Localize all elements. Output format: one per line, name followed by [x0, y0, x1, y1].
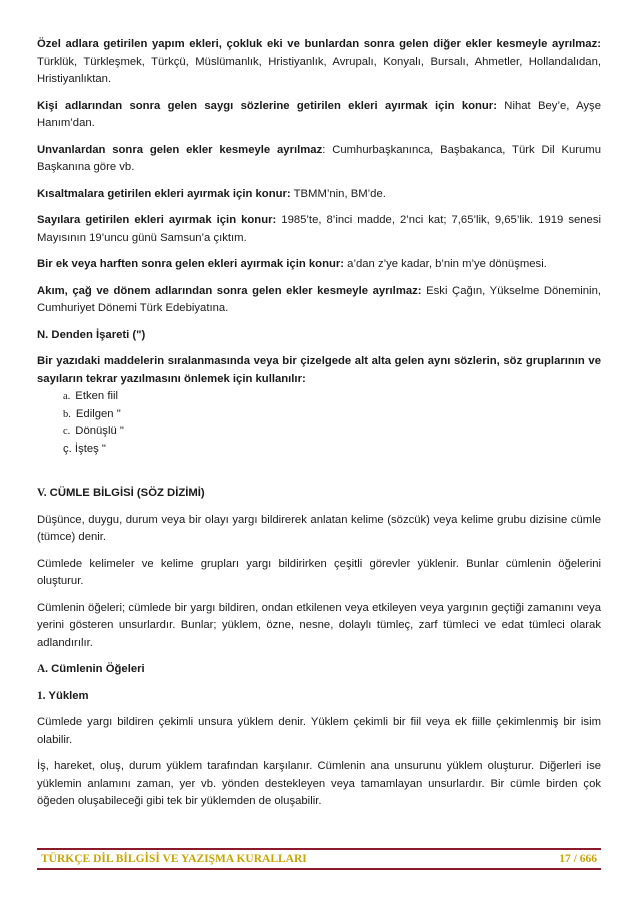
- list-item: [63, 423, 601, 441]
- heading-number: V.: [37, 487, 47, 499]
- footer-title: TÜRKÇE DİL BİLGİSİ VE YAZIŞMA KURALLARI: [41, 853, 307, 865]
- paragraph: [37, 186, 601, 204]
- page-footer: [37, 848, 601, 870]
- rule-text: Sayılara getirilen ekleri ayırmak için konur:: [37, 214, 277, 226]
- paragraph: [37, 212, 601, 247]
- list-item-text: Dönüşlü ": [75, 425, 124, 437]
- list-item-text: Edilgen ": [75, 407, 121, 420]
- example-text: a’dan z’ye kadar, b’nin m’ye dönüşmesi.: [344, 258, 547, 270]
- paragraph: [37, 283, 601, 318]
- example-text: : Cumhurbaşkanınca, Başbakanca, Türk Dil Kurumu Başkanına göre vb.: [37, 143, 601, 173]
- example-text: 1985’te, 8’inci madde, 2’nci kat; 7,65’lik, 9,65’lik. 1919 senesi Mayısının 19’uncu günü Samsun’a çıktım.: [37, 214, 601, 244]
- list-marker: c.: [63, 426, 71, 437]
- paragraph: [37, 36, 601, 89]
- heading-text: CÜMLE BİLGİSİ (SÖZ DİZİMİ): [46, 487, 205, 499]
- rule-text: Kişi adlarından sonra gelen saygı sözlerine getirilen ekleri ayırmak için konur:: [37, 99, 497, 112]
- section-heading-ogeler: [37, 661, 601, 679]
- spacer: [37, 467, 601, 485]
- example-text: Eski Çağın, Yükselme Döneminin, Cumhuriyet Dönemi Türk Edebiyatına.: [37, 284, 601, 314]
- rule-text: Bir ek veya harften sonra gelen ekleri ayırmak için konur:: [37, 258, 345, 270]
- document-page: [37, 36, 601, 820]
- paragraph: [37, 98, 601, 133]
- example-text: Nihat Bey’e, Ayşe Hanım’dan.: [37, 99, 601, 129]
- list-marker: b.: [63, 408, 71, 420]
- page-number: 17 / 666: [559, 853, 597, 865]
- example-list: [63, 388, 601, 458]
- list-item: [63, 388, 601, 406]
- list-item: [63, 441, 601, 459]
- rule-text: Akım, çağ ve dönem adlarından sonra gelen ekler kesmeyle ayrılmaz:: [37, 284, 422, 297]
- rule-text: Unvanlardan sonra gelen ekler kesmeyle ayrılmaz: [37, 143, 323, 156]
- heading-number: 1.: [37, 689, 46, 702]
- paragraph: İş, hareket, oluş, durum yüklem tarafından karşılanır. Cümlenin ana unsurunu yüklem oluşturur. Diğerleri ise yüklemin anlamını zaman, yer vb. yönden destekleyen veya tamamlayan unsurlardır. Bir cümle birden çok öğeden oluşabileceği gibi tek bir yüklemden de oluşabilir.: [37, 760, 601, 807]
- list-marker: a.: [63, 391, 71, 402]
- paragraph: Cümlenin öğeleri; cümlede bir yargı bildiren, ondan etkilenen veya etkileyen veya yargının geçtiği zamanını veya yerini gösteren unsurlardır. Bunlar; yüklem, özne, nesne, dolaylı tümleç, zarf tümleci ve edat tümleci olarak adlandırılır.: [37, 601, 601, 649]
- example-text: Türklük, Türkleşmek, Türkçü, Müslümanlık, Hristiyanlık, Avrupalı, Konyalı, Bursalı, Ahmetler, Hollandalıdan, Hristiyanlıktan.: [37, 55, 601, 85]
- paragraph: [37, 256, 601, 274]
- rule-text: Kısaltmalara getirilen ekleri ayırmak için konur:: [37, 187, 291, 200]
- paragraph: Cümlede kelimeler ve kelime grupları yargı bildirirken çeşitli görevler yüklenir. Bunlar cümlenin öğelerini oluşturur.: [37, 557, 601, 587]
- list-item-text: Etken fiil: [75, 390, 118, 402]
- example-text: TBMM’nin, BM’de.: [290, 187, 386, 200]
- section-heading-yuklem: [37, 688, 601, 706]
- list-item-text: ç. İşteş ": [63, 442, 106, 455]
- paragraph: Düşünce, duygu, durum veya bir olayı yargı bildirerek anlatan kelime (sözcük) veya kelime grubu dizisine cümle (tümce) denir.: [37, 513, 601, 543]
- list-item: [63, 406, 601, 424]
- rule-text: Bir yazıdaki maddelerin sıralanmasında veya bir çizelgede alt alta gelen aynı sözlerin, söz gruplarının ve sayıların tekrar yazılmasını önlemek için kullanılır:: [37, 355, 601, 385]
- paragraph: [37, 142, 601, 177]
- section-heading-denden: N. Denden İşareti ("): [37, 328, 146, 341]
- rule-text: Özel adlara getirilen yapım ekleri, çokluk eki ve bunlardan sonra gelen diğer ekler kesmeyle ayrılmaz:: [37, 38, 601, 50]
- heading-text: Cümlenin Öğeleri: [47, 663, 145, 675]
- paragraph: Cümlede yargı bildiren çekimli unsura yüklem denir. Yüklem çekimli bir fiil veya ek fiille çekimlenmiş bir isim olabilir.: [37, 716, 601, 746]
- paragraph: [37, 353, 601, 388]
- heading-text: Yüklem: [45, 689, 89, 702]
- heading-number: A.: [37, 663, 48, 675]
- section-heading-cumle: [37, 485, 601, 503]
